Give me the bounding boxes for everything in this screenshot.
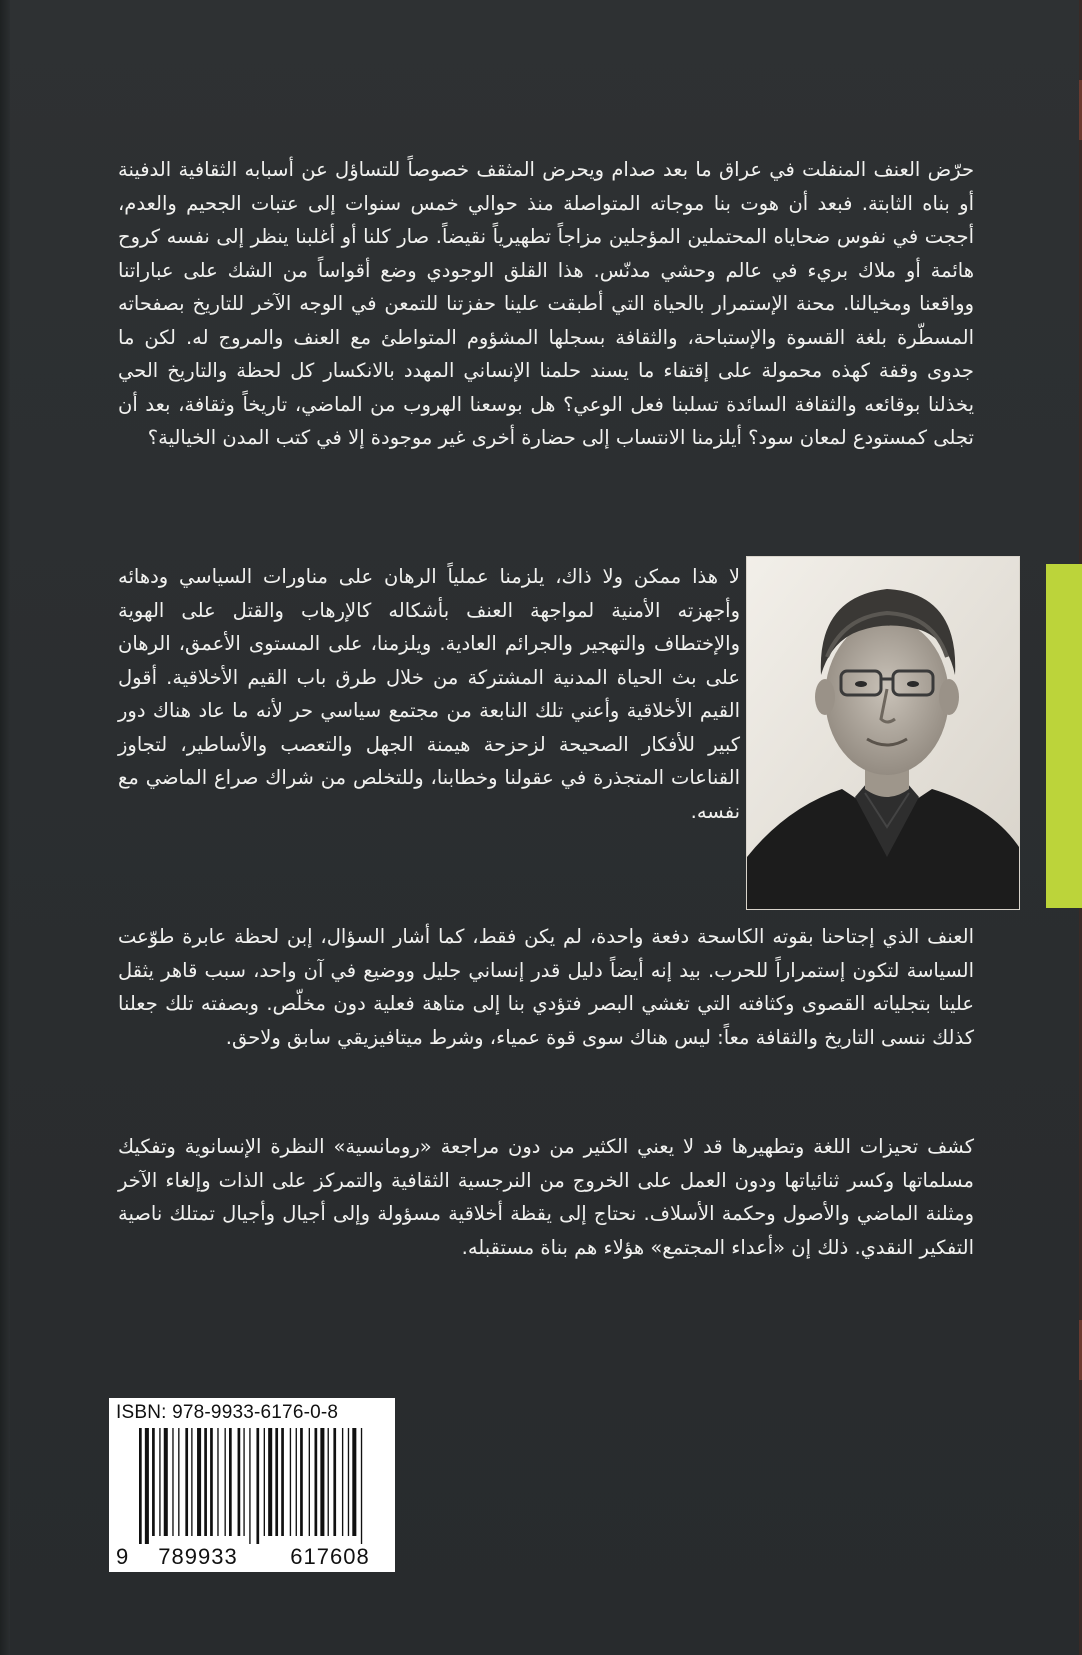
barcode-bar: [348, 1428, 349, 1536]
blurb-paragraph-1: [118, 153, 974, 455]
paragraph-text: حرّض العنف المنفلت في عراق ما بعد صدام ويحرض المثقف خصوصاً للتساؤل عن أسبابه الثقافية الدفينة أو بناه الثابتة. فبعد أن هوت بنا موجاته المتواصلة منذ حوالي خمس سنوات إلى عتبات الجحيم والعدم، أججت في نفوس ضحاياه المحتملين المؤجلين مزاجاً تطهيرياً نقيضاً. صار كلنا أو أغلبنا ينظر إلى نفسه كروح هائمة أو ملاك بريء في عالم وحشي مدنّس. هذا القلق الوجودي وضع أقواساً من الشك على عباراتنا وواقعنا ومخيالنا. محنة الإستمرار بالحياة التي أطبقت علينا حفزتنا للتمعن في الوجه الآخر للتاريخ بصفحاته المسطّرة بلغة القسوة والإستباحة، والثقافة بسجلها المشؤوم المتواطئ مع العنف والمروج له. لكن ما جدوى وقفة كهذه محمولة على إقتفاء ما يسند حلمنا الإنساني المهدد بالانكسار كل لحظة والتاريخ الحي يخذلنا بوقائعه والثقافة السائدة تسلبنا فعل الوعي؟ هل بوسعنا الهروب من الماضي، تاريخاً وثقافة، بعد أن تجلى كمستودع لمعان سود؟ أيلزمنا الانتساب إلى حضارة أخرى غير موجودة إلا في كتب المدن الخيالية؟: [118, 158, 974, 449]
barcode-bar: [290, 1428, 291, 1536]
barcode-bar: [243, 1428, 244, 1536]
cover-left-edge: [0, 0, 10, 1655]
barcode-bar: [159, 1428, 160, 1536]
isbn-label: ISBN: 978-9933-6176-0-8: [116, 1402, 339, 1423]
barcode-bar: [204, 1428, 207, 1536]
paragraph-text: لا هذا ممكن ولا ذاك، يلزمنا عملياً الرهان على مناورات السياسي ودهائه وأجهزته الأمنية لمواجهة العنف بأشكاله كالإرهاب والقتل على الهوية والإختطاف والتهجير والجرائم العادية. ويلزمنا، على المستوى الأعمق، الرهان على بث الحياة المدنية المشتركة من خلال طرق باب القيم الأخلاقية. أقول القيم الأخلاقية وأعني تلك النابعة من مجتمع سياسي حر لأنه ما عاد هناك دور كبير للأفكار الصحيحة لزحزحة هيمنة الجهل والتعصب والأساطير، لتجاوز القناعات المتجذرة في عقولنا وخطابنا، وللتخلص من شراك صراع الماضي مع نفسه.: [118, 565, 740, 823]
accent-tab: [1046, 564, 1082, 908]
isbn-first-digit: 9: [116, 1544, 129, 1569]
barcode-bar: [309, 1428, 310, 1536]
barcode-bar: [300, 1428, 303, 1536]
barcode-bar: [256, 1428, 259, 1544]
barcode-bar: [172, 1428, 173, 1536]
barcode-icon: [109, 1428, 395, 1544]
barcode-bar: [210, 1428, 213, 1536]
isbn-digit-group-2: 617608: [290, 1544, 370, 1569]
barcode-bar: [328, 1428, 329, 1536]
blurb-paragraph-2: [118, 560, 740, 828]
isbn-barcode-block: [109, 1398, 395, 1572]
blurb-paragraph-3: [118, 920, 974, 1054]
barcode-bar: [361, 1428, 362, 1544]
barcode-bar: [281, 1428, 284, 1536]
barcode-bar: [139, 1428, 142, 1544]
barcode-bar: [249, 1428, 250, 1544]
barcode-bar: [217, 1428, 218, 1536]
barcode-bar: [275, 1428, 278, 1536]
barcode-bar: [178, 1428, 179, 1536]
barcode-bar: [264, 1428, 265, 1536]
paragraph-text: العنف الذي إجتاحنا بقوته الكاسحة دفعة واحدة، لم يكن فقط، كما أشار السؤال، إبن لحظة عابرة طوّعت السياسة لتكون إستمراراً للحرب. بيد إنه أيضاً دليل قدر إنساني جليل ووضيع في آن واحد، سبب قاهر يثقل علينا بتجلياته القصوى وكثافته التي تغشي البصر فتؤدي بنا إلى متاهة فعلية دون مخلّص. وبصفته تلك جعلنا كذلك ننسى التاريخ والثقافة معاً: ليس هناك سوى قوة عمياء، وشرط ميتافيزيقي سابق ولاحق.: [118, 925, 974, 1049]
barcode-bar: [225, 1428, 226, 1536]
barcode-bar: [238, 1428, 241, 1536]
author-portrait-icon: [747, 557, 1019, 909]
barcode-bar: [164, 1428, 168, 1536]
barcode-bar: [296, 1428, 297, 1536]
barcode-bar: [342, 1428, 343, 1536]
isbn-digit-group-1: 789933: [158, 1544, 238, 1569]
barcode-bar: [152, 1428, 155, 1536]
barcode-bar: [268, 1428, 272, 1536]
barcode-bar: [333, 1428, 336, 1536]
barcode-bar: [229, 1428, 232, 1536]
barcode-bar: [320, 1428, 324, 1536]
barcode-bar: [191, 1428, 192, 1536]
paragraph-text: كشف تحيزات اللغة وتطهيرها قد لا يعني الكثير من دون مراجعة «رومانسية» النظرة الإنسانوية وتفكيك مسلماتها وكسر ثنائياتها ودون العمل على الخروج من النرجسية الثقافية والتمركز على الذات وإلغاء الآخر ومثلنة الماضي والأصول وحكمة الأسلاف. نحتاج إلى يقظة أخلاقية مسؤولة وإلى أجيال وأجيال تمتلك ناصية التفكير النقدي. ذلك إن «أعداء المجتمع» هؤلاء هم بناة مستقبله.: [118, 1135, 974, 1259]
barcode-bar: [197, 1428, 201, 1536]
barcode-bar: [315, 1428, 318, 1536]
author-photo: [746, 556, 1020, 910]
blurb-paragraph-4: [118, 1130, 974, 1264]
barcode-bar: [352, 1428, 356, 1536]
barcode-bar: [185, 1428, 188, 1536]
barcode-bar: [145, 1428, 149, 1544]
